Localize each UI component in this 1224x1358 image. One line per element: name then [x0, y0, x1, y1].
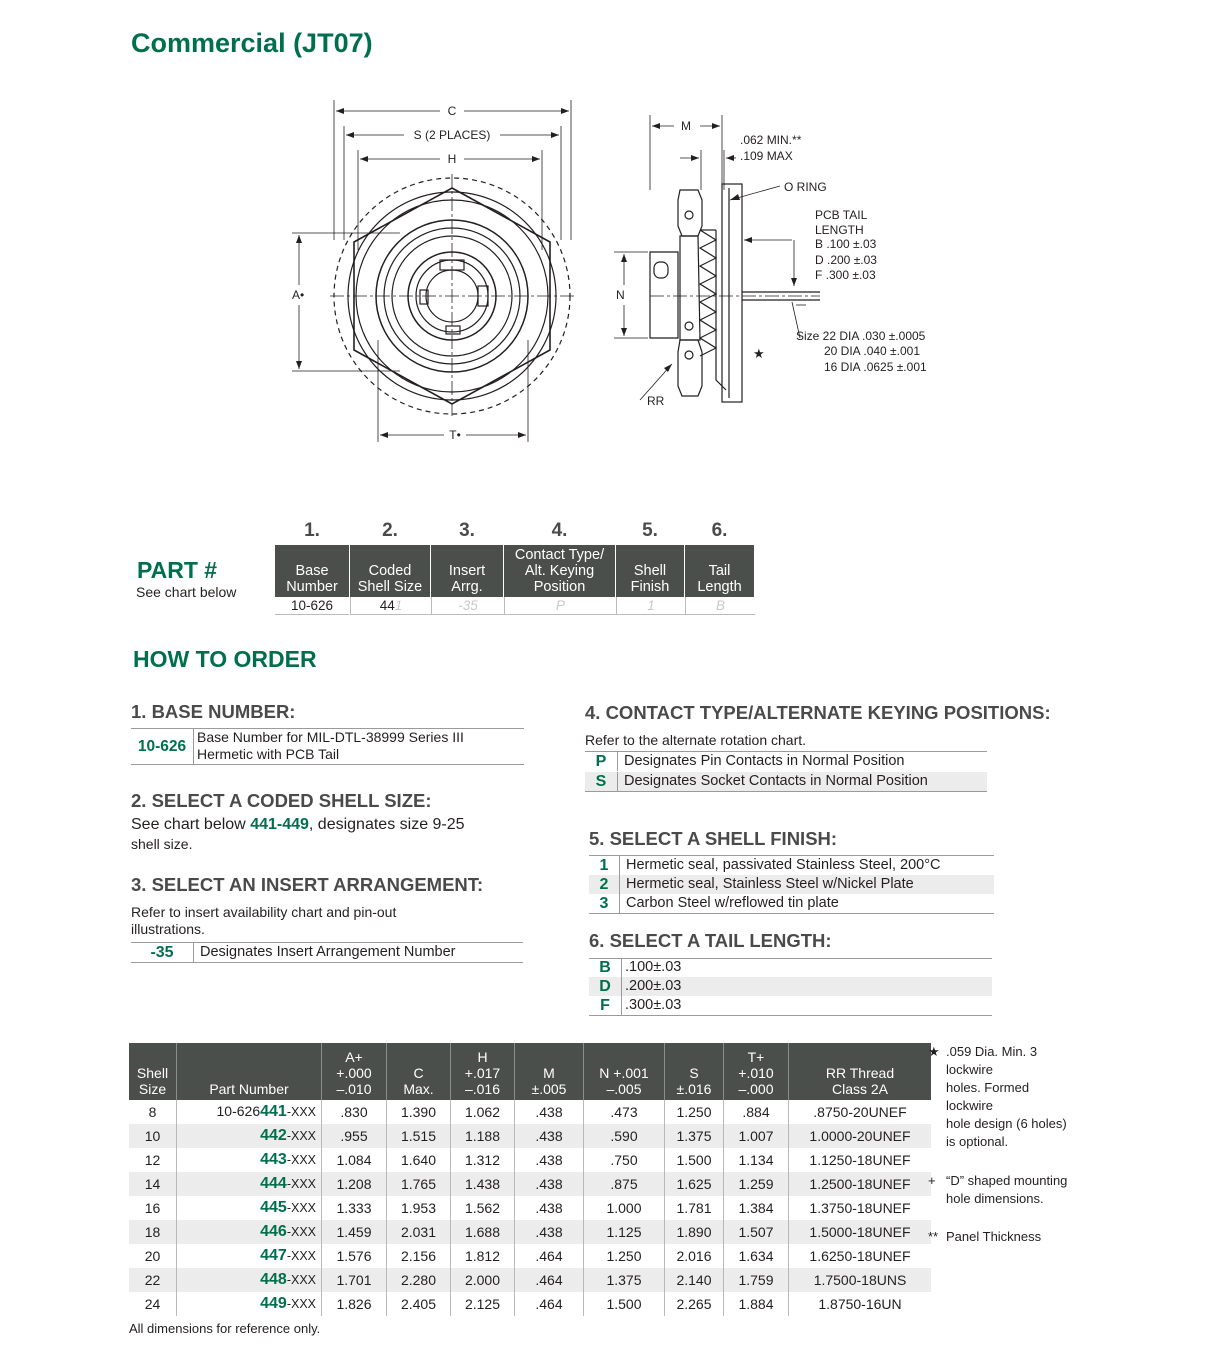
table-cell: 2.125	[451, 1292, 515, 1316]
table-row	[129, 1268, 931, 1292]
table-cell: 1.188	[451, 1124, 515, 1148]
table-cell: 1.6250-18UNEF	[789, 1244, 932, 1268]
table-cell: 1.134	[724, 1148, 789, 1172]
pcb-tail-label-2: LENGTH	[815, 223, 864, 237]
tail-length-heading: 6. SELECT A TAIL LENGTH:	[589, 930, 832, 951]
col-header: RR Thread Class 2A	[789, 1043, 932, 1100]
dim-h-label: H	[447, 152, 457, 166]
table-cell: .438	[515, 1220, 584, 1244]
table-cell: 1.125	[584, 1220, 665, 1244]
tail-option: B .100±.03	[599, 959, 682, 976]
pcb-tail-b: B .100 ±.03	[815, 237, 877, 251]
col-header: M ±.005	[515, 1043, 584, 1100]
part-col-head: Insert Arrg.	[431, 545, 503, 597]
table-cell: 442-XXX	[177, 1124, 322, 1148]
table-cell: 1.390	[387, 1100, 451, 1124]
base-number-code: 10-626	[137, 737, 187, 755]
table-cell: 2.265	[665, 1292, 724, 1316]
finish-option: 3 Carbon Steel w/reflowed tin plate	[599, 895, 839, 912]
table-cell: 1.8750-16UN	[789, 1292, 932, 1316]
table-cell: 1.688	[451, 1220, 515, 1244]
table-cell: .884	[724, 1100, 789, 1124]
table-cell: .955	[322, 1124, 387, 1148]
table-cell: 1.640	[387, 1148, 451, 1172]
table-cell: 24	[144, 1296, 161, 1312]
table-row	[129, 1244, 931, 1268]
connector-drawing	[280, 90, 960, 450]
table-row	[129, 1148, 931, 1172]
part-col-head: Coded Shell Size	[350, 545, 430, 597]
table-row	[129, 1124, 931, 1148]
table-cell: 2.405	[387, 1292, 451, 1316]
table-cell: 1.375	[665, 1124, 724, 1148]
table-cell: 8	[148, 1104, 157, 1120]
table-cell: .438	[515, 1124, 584, 1148]
pcb-tail-label-1: PCB TAIL	[815, 208, 868, 222]
tail-option: F .300±.03	[600, 997, 682, 1014]
table-cell: 444-XXX	[177, 1172, 322, 1196]
contact-type-text: Refer to the alternate rotation chart.	[585, 732, 807, 748]
table-cell: 2.031	[387, 1220, 451, 1244]
table-cell: 448-XXX	[177, 1268, 322, 1292]
table-cell: 1.576	[322, 1244, 387, 1268]
table-cell: 1.208	[322, 1172, 387, 1196]
table-cell: 1.0000-20UNEF	[789, 1124, 932, 1148]
insert-text-1: Refer to insert availability chart and pin-out	[131, 904, 397, 920]
table-cell: 1.3750-18UNEF	[789, 1196, 932, 1220]
table-cell: 1.062	[451, 1100, 515, 1124]
table-row	[129, 1196, 931, 1220]
part-col-num: 2.	[382, 520, 398, 541]
table-cell: 1.007	[724, 1124, 789, 1148]
table-cell: 10-626441-XXX	[177, 1100, 322, 1124]
table-cell: .464	[515, 1292, 584, 1316]
table-cell: 2.140	[665, 1268, 724, 1292]
table-cell: 2.280	[387, 1268, 451, 1292]
panel-max-label: .109 MAX	[740, 149, 793, 163]
size22-label: Size 22 DIA .030 ±.0005	[796, 329, 926, 343]
table-cell: .464	[515, 1268, 584, 1292]
table-cell: .830	[322, 1100, 387, 1124]
dim-a-label: A•	[292, 288, 305, 302]
front-view	[292, 100, 574, 442]
table-cell: .438	[515, 1148, 584, 1172]
part-number-label: PART #	[137, 557, 218, 583]
part-col-head: Contact Type/ Alt. Keying Position	[504, 545, 615, 597]
table-cell: 1.333	[322, 1196, 387, 1220]
table-cell: 1.884	[724, 1292, 789, 1316]
note-d-shaped: + “D” shaped mounting hole dimensions.	[928, 1173, 1068, 1206]
table-cell: 1.384	[724, 1196, 789, 1220]
dim-t-label: T•	[449, 428, 461, 442]
table-cell: 1.562	[451, 1196, 515, 1220]
table-cell: 14	[129, 1172, 177, 1196]
part-col-value: -35	[431, 597, 504, 615]
part-col-num: 6.	[711, 520, 728, 541]
part-col-value: B	[685, 597, 755, 615]
table-cell: 1.000	[584, 1196, 665, 1220]
finish-option: 2 Hermetic seal, Stainless Steel w/Nickel Plate	[589, 875, 994, 894]
col-header: Part Number	[177, 1043, 322, 1100]
col-header: C Max.	[387, 1043, 451, 1100]
pcb-tail-f: F .300 ±.03	[815, 268, 876, 282]
col-header: N +.001 –.005	[584, 1043, 665, 1100]
table-cell: 1.701	[322, 1268, 387, 1292]
how-to-order-heading: HOW TO ORDER	[133, 646, 317, 672]
part-col-head: Base Number	[275, 545, 349, 597]
contact-option: S Designates Socket Contacts in Normal Position	[585, 772, 987, 791]
footnote: All dimensions for reference only.	[129, 1321, 321, 1336]
table-cell: 1.2500-18UNEF	[789, 1172, 932, 1196]
table-cell: 2.016	[665, 1244, 724, 1268]
table-cell: 12	[144, 1152, 161, 1168]
contact-option: P Designates Pin Contacts in Normal Position	[595, 753, 905, 770]
table-cell: 20	[144, 1248, 161, 1264]
table-cell: .464	[515, 1244, 584, 1268]
table-cell: 1.1250-18UNEF	[789, 1148, 932, 1172]
shell-size-heading: 2. SELECT A CODED SHELL SIZE:	[131, 790, 432, 811]
table-cell: .438	[515, 1196, 584, 1220]
part-col-head: Shell Finish	[616, 545, 684, 597]
part-col-value: P	[504, 597, 616, 615]
table-cell: 2.000	[451, 1268, 515, 1292]
tail-option: D .200±.03	[589, 977, 992, 996]
table-cell: 445-XXX	[177, 1196, 322, 1220]
table-cell: 2.156	[387, 1244, 451, 1268]
table-cell: 1.250	[584, 1244, 665, 1268]
star-icon: ★	[753, 346, 765, 361]
rr-label: RR	[647, 394, 665, 408]
panel-min-label: .062 MIN.**	[740, 133, 802, 147]
table-cell: .8750-20UNEF	[789, 1100, 932, 1124]
table-cell: 1.5000-18UNEF	[789, 1220, 932, 1244]
table-cell: 1.759	[724, 1268, 789, 1292]
insert-text-2: illustrations.	[131, 921, 205, 937]
table-cell: 1.515	[387, 1124, 451, 1148]
table-cell: .590	[584, 1124, 665, 1148]
dim-m-label: M	[681, 119, 691, 133]
table-cell: 1.507	[724, 1220, 789, 1244]
table-cell: 443-XXX	[177, 1148, 322, 1172]
note-lockwire: ★ .059 Dia. Min. 3 lockwire holes. Formed lockwire hole design (6 holes) is optional.	[928, 1044, 1067, 1149]
part-col-num: 5.	[642, 520, 658, 541]
pcb-tail-d: D .200 ±.03	[815, 253, 877, 267]
table-cell: 449-XXX	[177, 1292, 322, 1316]
insert-arrangement-heading: 3. SELECT AN INSERT ARRANGEMENT:	[131, 874, 484, 895]
part-col-num: 4.	[551, 520, 568, 541]
part-col-num: 3.	[459, 520, 475, 541]
table-cell: 1.438	[451, 1172, 515, 1196]
note-panel: ** Panel Thickness	[928, 1229, 1042, 1244]
col-header: Shell Size	[129, 1043, 177, 1100]
contact-type-heading: 4. CONTACT TYPE/ALTERNATE KEYING POSITIONS:	[585, 702, 1051, 723]
table-cell: 1.890	[665, 1220, 724, 1244]
size16-label: 16 DIA .0625 ±.001	[824, 360, 927, 374]
table-cell: 1.259	[724, 1172, 789, 1196]
oring-label: O RING	[784, 180, 827, 194]
insert-option: -35 Designates Insert Arrangement Number	[150, 944, 456, 961]
table-cell: .438	[515, 1172, 584, 1196]
col-header: T+ +.010 –.000	[724, 1043, 789, 1100]
table-cell: 1.765	[387, 1172, 451, 1196]
finish-option: 1 Hermetic seal, passivated Stainless Steel, 200°C	[599, 857, 941, 874]
part-col-num: 1.	[304, 520, 320, 541]
table-row	[129, 1220, 931, 1244]
shell-finish-heading: 5. SELECT A SHELL FINISH:	[589, 828, 838, 849]
table-cell: .875	[584, 1172, 665, 1196]
col-header: S ±.016	[665, 1043, 724, 1100]
table-cell: 1.634	[724, 1244, 789, 1268]
dim-c-label: C	[447, 104, 457, 118]
table-cell: 1.500	[584, 1292, 665, 1316]
table-cell: .750	[584, 1148, 665, 1172]
base-number-heading: 1. BASE NUMBER:	[131, 701, 296, 722]
table-row	[129, 1292, 931, 1316]
table-cell: 1.781	[665, 1196, 724, 1220]
table-cell: 22	[129, 1268, 177, 1292]
part-col-value: 441	[350, 597, 431, 615]
shell-size-text-2: shell size.	[131, 836, 193, 852]
dim-n-label: N	[616, 288, 625, 302]
table-cell: .438	[515, 1100, 584, 1124]
table-row	[129, 1172, 931, 1196]
part-number-sublabel: See chart below	[136, 584, 237, 600]
table-cell: 1.375	[584, 1268, 665, 1292]
page-title: Commercial (JT07)	[131, 28, 373, 58]
table-cell: 1.7500-18UNS	[789, 1268, 932, 1292]
table-cell: 1.500	[665, 1148, 724, 1172]
table-cell: 447-XXX	[177, 1244, 322, 1268]
table-cell: 16	[144, 1200, 161, 1216]
table-cell: 446-XXX	[177, 1220, 322, 1244]
dim-s-label: S (2 PLACES)	[413, 128, 491, 142]
table-cell: 1.953	[387, 1196, 451, 1220]
table-cell: 1.250	[665, 1100, 724, 1124]
table-row	[129, 1100, 931, 1124]
part-col-value: 1	[616, 597, 685, 615]
base-number-desc: Base Number for MIL-DTL-38999 Series III Hermetic with PCB Tail	[193, 729, 464, 764]
col-header: H +.017 –.016	[451, 1043, 515, 1100]
table-cell: 10	[129, 1124, 177, 1148]
dimensions-table	[129, 1043, 931, 1316]
table-cell: 1.459	[322, 1220, 387, 1244]
table-cell: 1.625	[665, 1172, 724, 1196]
col-header: A+ +.000 –.010	[322, 1043, 387, 1100]
shell-size-text: See chart below 441-449, designates size 9-25	[131, 816, 465, 833]
table-cell: 18	[129, 1220, 177, 1244]
part-col-value: 10-626	[275, 597, 349, 615]
part-col-head: Tail Length	[685, 545, 754, 597]
table-cell: .473	[584, 1100, 665, 1124]
table-cell: 1.826	[322, 1292, 387, 1316]
table-cell: 1.312	[451, 1148, 515, 1172]
table-cell: 1.084	[322, 1148, 387, 1172]
table-cell: 1.812	[451, 1244, 515, 1268]
size20-label: 20 DIA .040 ±.001	[824, 344, 920, 358]
